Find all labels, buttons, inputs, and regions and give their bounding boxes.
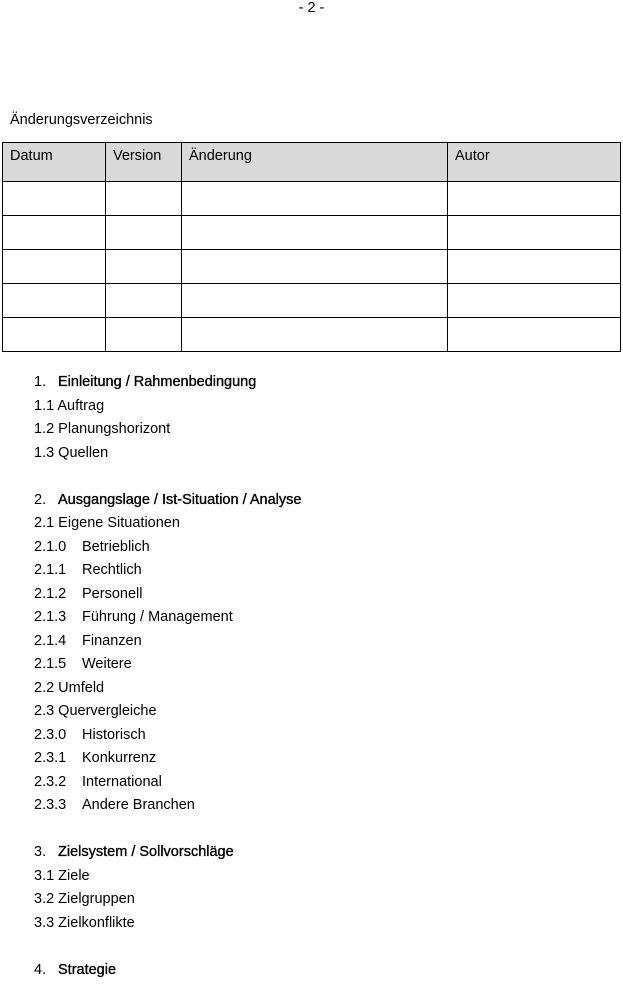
- toc-section-3-2[interactable]: 3.2 Zielgruppen: [34, 890, 614, 914]
- toc-section-title: Personell: [82, 586, 142, 602]
- toc-section-title: Betrieblich: [82, 539, 150, 555]
- table-cell[interactable]: [182, 250, 448, 284]
- table-row: [3, 250, 621, 284]
- toc-section-title: Weitere: [82, 656, 132, 672]
- toc-section-2-3-2[interactable]: [34, 773, 614, 797]
- toc-chapter-3[interactable]: [34, 843, 614, 867]
- header-datum: Datum: [3, 143, 106, 182]
- table-header-row: [3, 143, 621, 182]
- table-cell[interactable]: [3, 216, 106, 250]
- change-log-table: [2, 142, 621, 352]
- table-of-contents: [34, 373, 614, 984]
- header-autor: Autor: [448, 143, 621, 182]
- toc-section-1-3[interactable]: 1.3 Quellen: [34, 444, 614, 468]
- toc-chapter-number: 4.: [34, 961, 58, 979]
- toc-section-2-3-1[interactable]: [34, 749, 614, 773]
- table-cell[interactable]: [106, 318, 182, 352]
- table-cell[interactable]: [3, 250, 106, 284]
- toc-section-2-3[interactable]: 2.3 Quervergleiche: [34, 702, 614, 726]
- toc-section-number: 2.3.1: [34, 749, 82, 767]
- table-cell[interactable]: [182, 216, 448, 250]
- toc-section-2-3-3[interactable]: [34, 796, 614, 820]
- table-cell[interactable]: [106, 284, 182, 318]
- toc-section-title: Finanzen: [82, 633, 142, 649]
- table-cell[interactable]: [448, 284, 621, 318]
- toc-section-2-1-5[interactable]: [34, 655, 614, 679]
- toc-chapter-4[interactable]: [34, 961, 614, 984]
- table-cell[interactable]: [182, 318, 448, 352]
- toc-section-1-1[interactable]: 1.1 Auftrag: [34, 397, 614, 421]
- toc-section-2-3-0[interactable]: [34, 726, 614, 750]
- table-cell[interactable]: [448, 182, 621, 216]
- toc-section-3-3[interactable]: 3.3 Zielkonflikte: [34, 914, 614, 938]
- toc-chapter-1[interactable]: [34, 373, 614, 397]
- toc-section-number: 2.3.0: [34, 726, 82, 744]
- header-aenderung: Änderung: [182, 143, 448, 182]
- toc-section-number: 2.3.2: [34, 773, 82, 791]
- toc-section-2-1-1[interactable]: [34, 561, 614, 585]
- table-cell[interactable]: [448, 318, 621, 352]
- table-cell[interactable]: [106, 216, 182, 250]
- table-row: [3, 216, 621, 250]
- toc-section-title: International: [82, 774, 162, 790]
- toc-section-number: 2.3.3: [34, 796, 82, 814]
- toc-spacer: [34, 467, 614, 491]
- header-version: Version: [106, 143, 182, 182]
- toc-section-number: 2.1.3: [34, 608, 82, 626]
- toc-chapter-title: Einleitung / Rahmenbedingung: [58, 374, 256, 390]
- toc-section-number: 2.1.1: [34, 561, 82, 579]
- toc-section-number: 2.1.5: [34, 655, 82, 673]
- toc-section-2-1-0[interactable]: [34, 538, 614, 562]
- toc-section-title: Historisch: [82, 727, 146, 743]
- toc-spacer: [34, 820, 614, 844]
- toc-section-3-1[interactable]: 3.1 Ziele: [34, 867, 614, 891]
- toc-spacer: [34, 937, 614, 961]
- toc-chapter-number: 3.: [34, 843, 58, 861]
- toc-section-1-2[interactable]: 1.2 Planungshorizont: [34, 420, 614, 444]
- toc-chapter-title: Strategie: [58, 962, 116, 978]
- toc-section-2-2[interactable]: 2.2 Umfeld: [34, 679, 614, 703]
- toc-section-number: 2.1.0: [34, 538, 82, 556]
- toc-section-number: 2.1.4: [34, 632, 82, 650]
- toc-chapter-number: 2.: [34, 491, 58, 509]
- table-row: [3, 182, 621, 216]
- toc-section-title: Rechtlich: [82, 562, 142, 578]
- toc-chapter-number: 1.: [34, 373, 58, 391]
- page-number: - 2 -: [0, 0, 623, 16]
- table-cell[interactable]: [182, 182, 448, 216]
- toc-section-2-1-2[interactable]: [34, 585, 614, 609]
- change-log-title: Änderungsverzeichnis: [10, 112, 153, 128]
- toc-section-2-1-3[interactable]: [34, 608, 614, 632]
- toc-section-number: 2.1.2: [34, 585, 82, 603]
- toc-section-2-1[interactable]: 2.1 Eigene Situationen: [34, 514, 614, 538]
- toc-section-2-1-4[interactable]: [34, 632, 614, 656]
- toc-section-title: Andere Branchen: [82, 797, 195, 813]
- table-cell[interactable]: [106, 250, 182, 284]
- table-cell[interactable]: [3, 284, 106, 318]
- table-row: [3, 284, 621, 318]
- toc-chapter-2[interactable]: [34, 491, 614, 515]
- toc-section-title: Führung / Management: [82, 609, 233, 625]
- toc-section-title: Konkurrenz: [82, 750, 156, 766]
- table-row: [3, 318, 621, 352]
- table-cell[interactable]: [182, 284, 448, 318]
- table-cell[interactable]: [448, 216, 621, 250]
- table-cell[interactable]: [448, 250, 621, 284]
- toc-chapter-title: Ausgangslage / Ist-Situation / Analyse: [58, 492, 301, 508]
- toc-chapter-title: Zielsystem / Sollvorschläge: [58, 844, 234, 860]
- table-cell[interactable]: [106, 182, 182, 216]
- table-cell[interactable]: [3, 182, 106, 216]
- table-cell[interactable]: [3, 318, 106, 352]
